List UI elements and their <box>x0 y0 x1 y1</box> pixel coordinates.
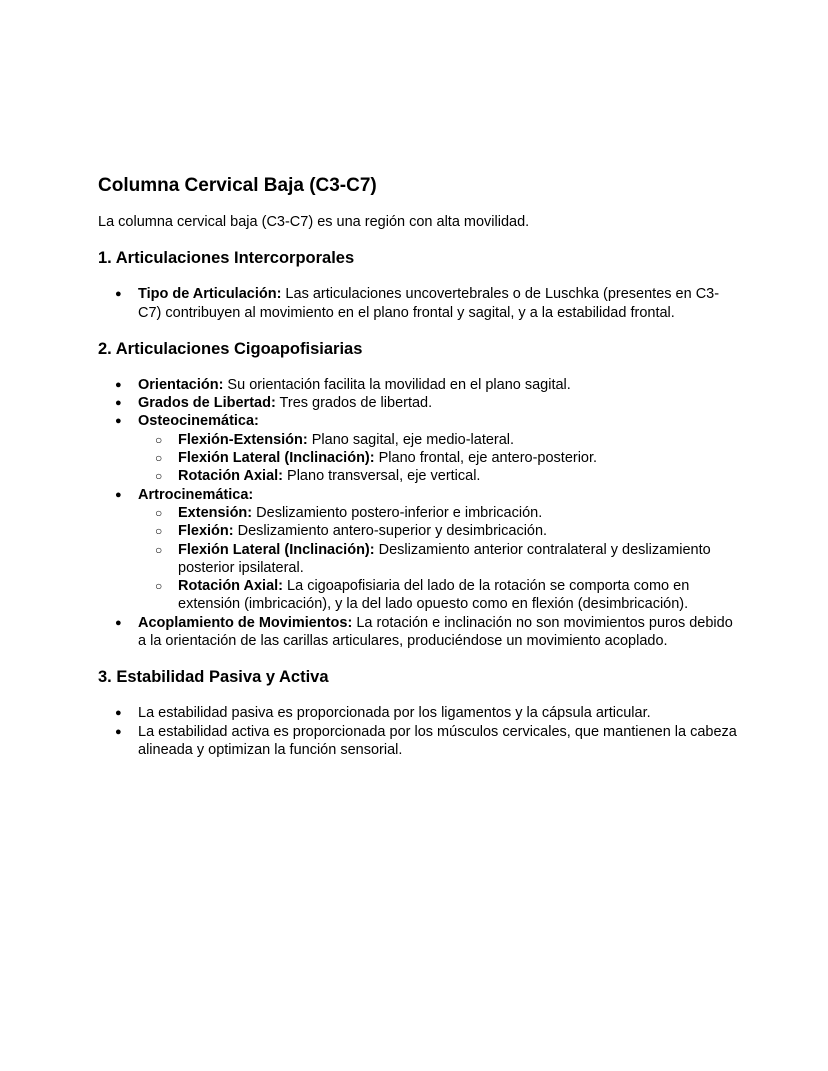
sections <box>98 248 738 759</box>
bullet-icon: ● <box>115 707 122 720</box>
item-text: La estabilidad pasiva es proporcionada por los ligamentos y la cápsula articular. <box>138 705 651 722</box>
item-text: Su orientación facilita la movilidad en el plano sagital. <box>223 376 571 393</box>
bullet-icon: ● <box>115 288 122 301</box>
circle-bullet-icon: ○ <box>155 469 163 484</box>
item-text: Deslizamiento postero-inferior e imbricación. <box>252 504 543 521</box>
sub-bullet-list <box>138 504 738 614</box>
circle-bullet-icon: ○ <box>155 524 163 539</box>
item-label: Flexión: <box>178 523 234 540</box>
sub-list-item <box>138 577 738 614</box>
sub-list-item <box>138 541 738 578</box>
circle-bullet-icon: ○ <box>155 542 163 557</box>
bullet-list <box>98 376 738 650</box>
sub-bullet-list <box>138 431 738 486</box>
bullet-icon: ● <box>115 397 122 410</box>
circle-bullet-icon: ○ <box>155 451 163 466</box>
sub-list-item <box>138 431 738 449</box>
bullet-icon: ● <box>115 616 122 629</box>
item-text: Deslizamiento antero-superior y desimbricación. <box>233 523 548 540</box>
bullet-list <box>98 704 738 759</box>
sub-list-item <box>138 504 738 522</box>
item-text: Plano sagital, eje medio-lateral. <box>307 431 515 448</box>
item-label: Osteocinemática: <box>138 413 259 430</box>
bullet-icon: ● <box>115 415 122 428</box>
list-item <box>98 394 738 412</box>
bullet-icon: ● <box>115 725 122 738</box>
list-item <box>98 285 738 322</box>
item-text: Plano frontal, eje antero-posterior. <box>374 450 598 467</box>
item-label: Tipo de Articulación: <box>138 286 282 303</box>
item-label: Artrocinemática: <box>138 486 254 503</box>
item-text: Tres grados de libertad. <box>275 395 433 412</box>
item-text: Las articulaciones uncovertebrales o de Luschka (presentes en C3-C7) contribuyen al movimiento en el plano frontal y sagital, y a la estabilidad frontal. <box>138 286 720 321</box>
list-item <box>98 704 738 722</box>
bullet-icon: ● <box>115 378 122 391</box>
sub-list-item <box>138 522 738 540</box>
item-text: La rotación e inclinación no son movimientos puros debido a la orientación de las carillas articulares, produciéndose un movimiento acoplado. <box>138 614 733 650</box>
item-label: Grados de Libertad: <box>138 395 276 412</box>
circle-bullet-icon: ○ <box>155 432 163 447</box>
circle-bullet-icon: ○ <box>155 505 163 520</box>
section-heading: 2. Articulaciones Cigoapofisiarias <box>98 339 363 358</box>
list-item <box>98 376 738 394</box>
sub-list-item <box>138 449 738 467</box>
item-text: Plano transversal, eje vertical. <box>283 468 481 485</box>
item-text: La cigoapofisiaria del lado de la rotación se comporta como en extensión (imbricación), y la del lado opuesto como en flexión (desimbricación). <box>178 578 690 613</box>
item-label: Acoplamiento de Movimientos: <box>138 614 353 631</box>
document-body <box>98 175 738 759</box>
list-item <box>98 723 738 760</box>
item-label: Flexión-Extensión: <box>178 431 308 448</box>
item-label: Orientación: <box>138 376 224 393</box>
item-text: La estabilidad activa es proporcionada por los músculos cervicales, que mantienen la cabeza alineada y optimizan la función sensorial. <box>138 723 737 758</box>
list-item <box>98 486 738 614</box>
item-label: Extensión: <box>178 504 253 521</box>
section-heading: 3. Estabilidad Pasiva y Activa <box>98 668 329 687</box>
item-label: Flexión Lateral (Inclinación): <box>178 450 375 467</box>
bullet-icon: ● <box>115 488 122 501</box>
item-label: Rotación Axial: <box>178 468 284 485</box>
item-text: Deslizamiento anterior contralateral y deslizamiento posterior ipsilateral. <box>178 541 711 576</box>
list-item <box>98 614 738 651</box>
document-title: Columna Cervical Baja (C3-C7) <box>98 175 377 196</box>
list-item <box>98 412 738 485</box>
item-label: Flexión Lateral (Inclinación): <box>178 541 375 558</box>
item-label: Rotación Axial: <box>178 578 284 595</box>
section-heading: 1. Articulaciones Intercorporales <box>98 249 355 268</box>
sub-list-item <box>138 467 738 485</box>
bullet-list <box>98 285 738 322</box>
intro-paragraph: La columna cervical baja (C3-C7) es una región con alta movilidad. <box>98 214 530 230</box>
circle-bullet-icon: ○ <box>155 579 163 594</box>
